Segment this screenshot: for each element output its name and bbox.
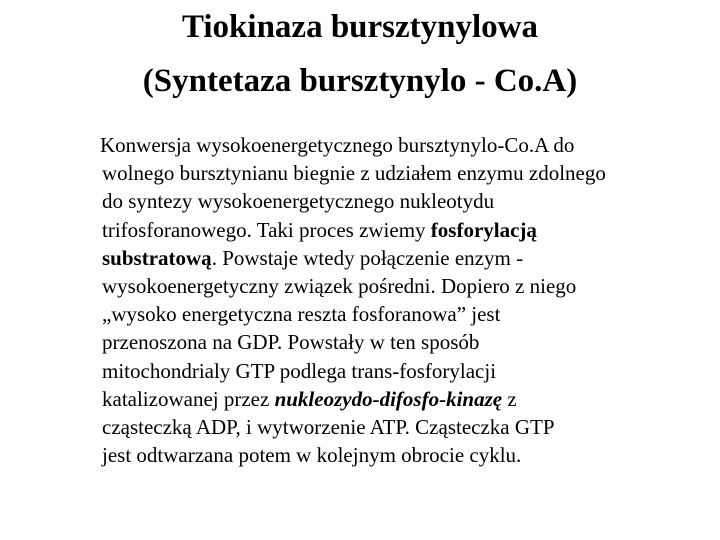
body-line-5-text: . Powstaje wtedy połączenie enzym - bbox=[211, 245, 524, 270]
term-fosforylacja: fosforylacją bbox=[430, 217, 537, 242]
body-line-3: do syntezy wysokoenergetycznego nukleotydu bbox=[102, 189, 495, 214]
body-line-5 bbox=[102, 244, 714, 272]
slide-title bbox=[0, 0, 720, 108]
title-line-1: Tiokinaza bursztynylowa bbox=[181, 9, 539, 45]
body-line-9: mitochondrialy GTP podlega trans-fosforylacji bbox=[102, 358, 497, 383]
term-substratowa: substratową bbox=[102, 245, 212, 270]
body-line-10-text: katalizowanej przez bbox=[102, 386, 275, 411]
term-nukleozydo-difosfo-kinaza: nukleozydo-difosfo-kinazę bbox=[274, 386, 503, 411]
body-line-4 bbox=[102, 216, 714, 244]
body-line-4-text: trifosforanowego. Taki proces zwiemy bbox=[102, 217, 431, 242]
body-line-2: wolnego bursztynianu biegnie z udziałem enzymu zdolnego bbox=[102, 161, 606, 186]
body-line-11: cząsteczką ADP, i wytworzenie ATP. Cząsteczka GTP bbox=[102, 415, 555, 440]
body-paragraph bbox=[102, 131, 714, 469]
title-line-2: (Syntetaza bursztynylo - Co.A) bbox=[142, 63, 578, 99]
body-line-12: jest odtwarzana potem w kolejnym obrocie cyklu. bbox=[102, 443, 522, 468]
body-line-8: przenoszona na GDP. Powstały w ten sposób bbox=[102, 330, 480, 355]
body-line-6: wysokoenergetyczny związek pośredni. Dopiero z niego bbox=[102, 274, 577, 299]
body-line-10 bbox=[102, 385, 714, 413]
body-line-1: Konwersja wysokoenergetycznego bursztynylo-Co.A do bbox=[100, 133, 575, 157]
body-line-10-end: z bbox=[502, 386, 517, 411]
body-line-7: „wysoko energetyczna reszta fosforanowa” jest bbox=[102, 302, 501, 327]
